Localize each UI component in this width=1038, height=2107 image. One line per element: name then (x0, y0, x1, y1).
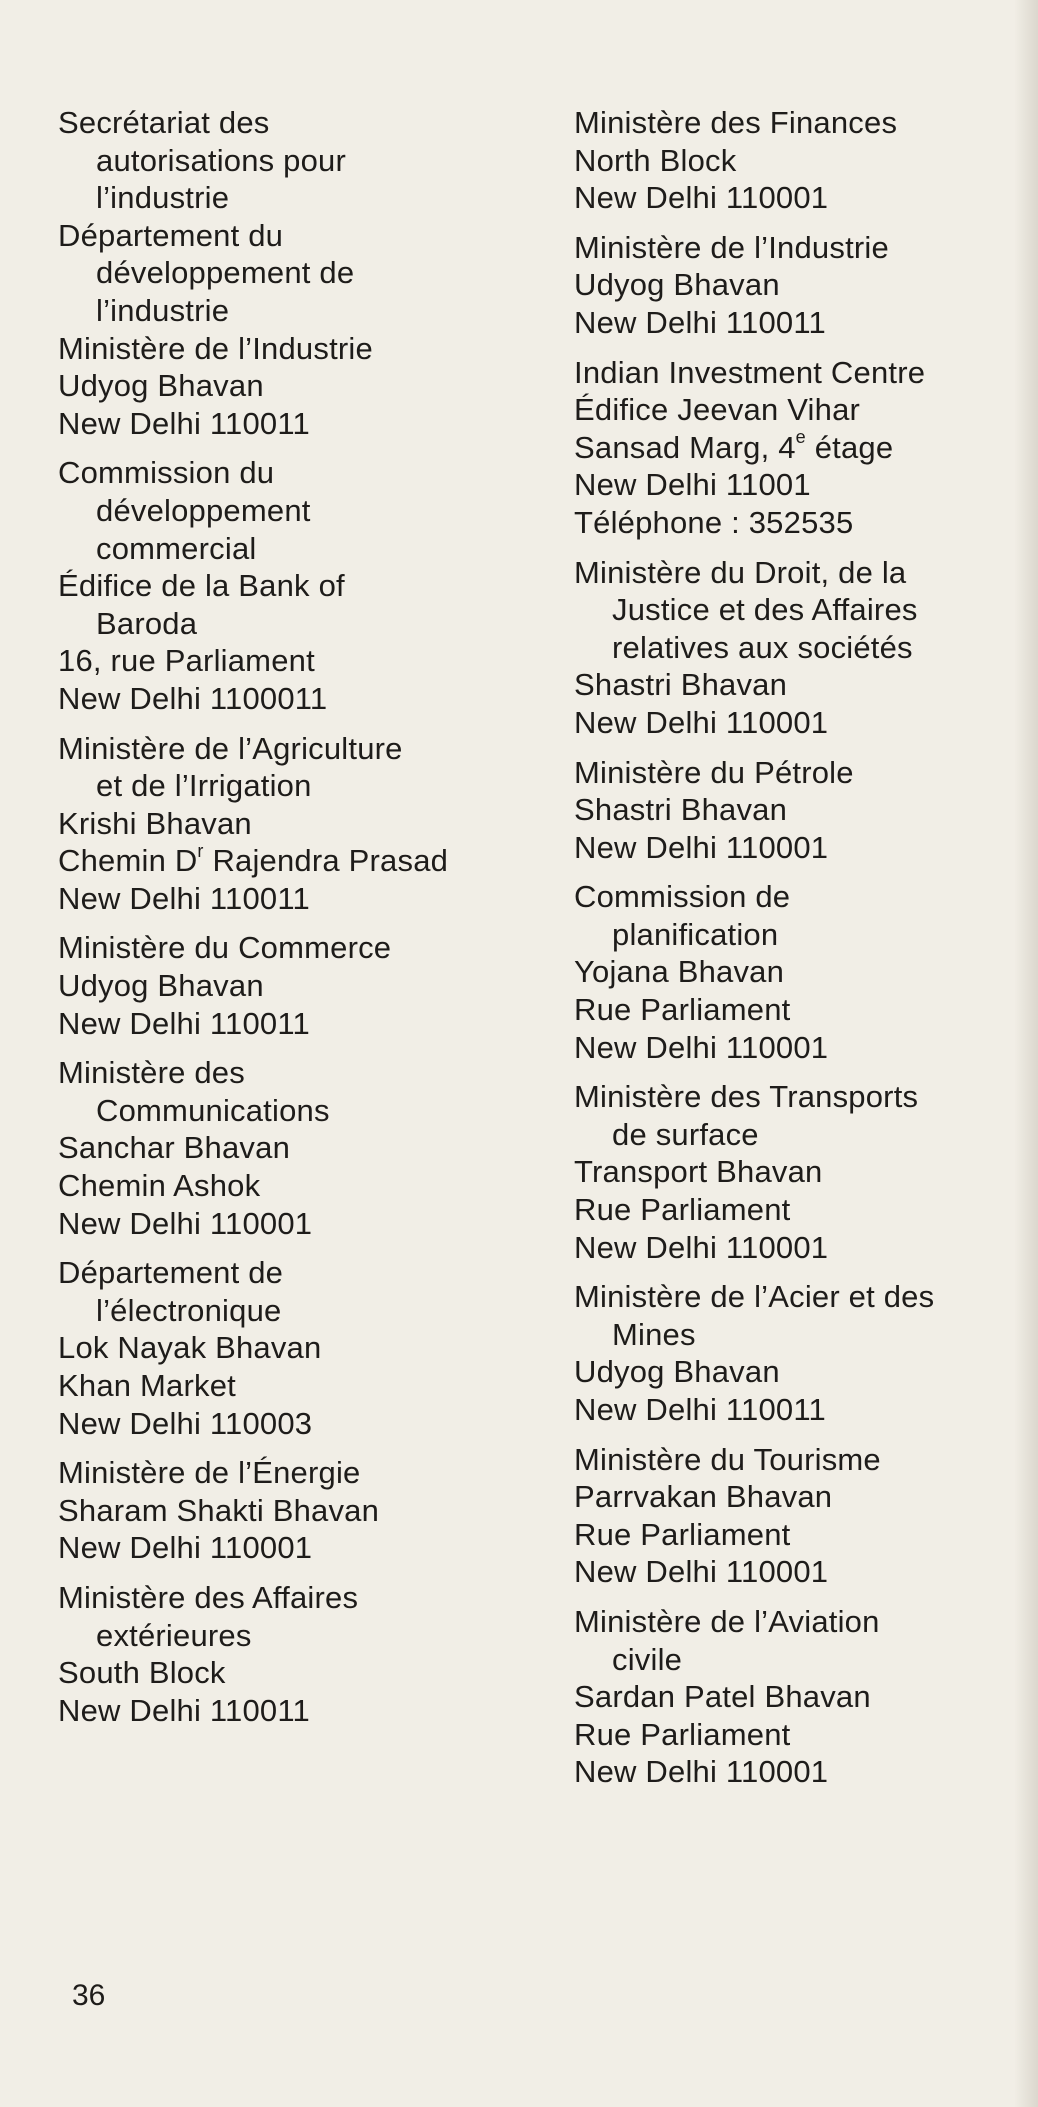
address-line: relatives aux sociétés (612, 629, 913, 665)
address-line: Édifice de la Bank of (58, 568, 345, 604)
address-line: New Delhi 110011 (58, 1005, 310, 1041)
address-line: Édifice Jeevan Vihar (574, 392, 861, 428)
address-line: South Block (58, 1655, 226, 1691)
address-line: Parrvakan Bhavan (574, 1479, 833, 1515)
address-line: Indian Investment Centre (574, 354, 926, 390)
address-line: Rue Parliament (574, 1192, 791, 1228)
address-line: New Delhi 110001 (58, 1205, 313, 1241)
address-entry (58, 104, 528, 442)
address-entry (574, 229, 1024, 342)
address-line: Ministère des Finances (574, 105, 898, 140)
address-line: New Delhi 110011 (58, 405, 310, 441)
address-entry (574, 754, 1024, 867)
address-entry (574, 1441, 1024, 1591)
address-line: Justice et des Affaires (612, 592, 918, 628)
address-line: Ministère de l’Agriculture (58, 730, 403, 766)
address-line: New Delhi 110011 (574, 304, 826, 340)
address-entry (574, 878, 1024, 1066)
address-line: New Delhi 110011 (58, 1692, 310, 1728)
page-number: 36 (72, 1979, 106, 2012)
address-line: Ministère des (58, 1055, 245, 1091)
address-line: New Delhi 110001 (58, 1530, 313, 1566)
address-line: Téléphone : 352535 (574, 504, 854, 540)
superscript: e (795, 427, 806, 448)
address-entry (58, 1579, 528, 1729)
address-line: Sharam Shakti Bhavan (58, 1492, 380, 1528)
address-line: Département du (58, 217, 284, 253)
address-line-text: Chemin D (58, 843, 198, 879)
address-column-left (58, 104, 528, 1741)
address-line: Sanchar Bhavan (58, 1130, 291, 1166)
address-line: Ministère du Droit, de la (574, 554, 907, 590)
address-line: Ministère des Affaires (58, 1579, 359, 1615)
address-line: New Delhi 110001 (574, 829, 829, 865)
address-line: New Delhi 110001 (574, 1229, 829, 1265)
address-line: Département de (58, 1255, 284, 1291)
address-line: extérieures (96, 1617, 252, 1653)
address-line: Ministère du Tourisme (574, 1441, 881, 1477)
address-line: Ministère de l’Énergie (58, 1455, 361, 1491)
address-line: Shastri Bhavan (574, 792, 788, 828)
address-line: Ministère des Transports (574, 1079, 919, 1115)
address-line: commercial (96, 530, 257, 566)
address-line: New Delhi 110001 (574, 1029, 829, 1065)
address-line: Sardan Patel Bhavan (574, 1679, 871, 1715)
address-line: New Delhi 110001 (574, 1554, 829, 1590)
address-entry (574, 1603, 1024, 1791)
address-line: autorisations pour (96, 142, 347, 178)
address-entry (58, 454, 528, 717)
address-line: Commission de (574, 879, 791, 915)
address-line: l’électronique (96, 1292, 282, 1328)
address-line (574, 429, 1024, 467)
address-line: Secrétariat des (58, 105, 270, 140)
address-line: Ministère de l’Acier et des (574, 1279, 935, 1315)
address-line: Lok Nayak Bhavan (58, 1330, 322, 1366)
address-line: planification (612, 916, 779, 952)
address-line: Ministère du Commerce (58, 930, 392, 966)
address-line: Transport Bhavan (574, 1154, 823, 1190)
address-line: Rue Parliament (574, 1516, 791, 1552)
address-line: Ministère de l’Industrie (574, 229, 889, 265)
address-line: Ministère du Pétrole (574, 754, 854, 790)
address-line: Ministère de l’Aviation (574, 1603, 880, 1639)
address-line: Udyog Bhavan (574, 267, 780, 303)
address-line: Udyog Bhavan (574, 1354, 780, 1390)
address-line-text: étage (805, 429, 894, 465)
address-line-text: Sansad Marg, 4 (574, 429, 796, 465)
address-line: Chemin Ashok (58, 1168, 261, 1204)
address-line: développement (96, 492, 311, 528)
address-line: 16, rue Parliament (58, 643, 315, 679)
address-line: Udyog Bhavan (58, 368, 264, 404)
address-entry (574, 104, 1024, 217)
address-line: Khan Market (58, 1368, 236, 1403)
address-line: Udyog Bhavan (58, 968, 264, 1004)
address-line: New Delhi 1100011 (58, 680, 328, 716)
address-line: l’industrie (96, 292, 230, 328)
address-entry (58, 1254, 528, 1442)
address-line: New Delhi 110011 (574, 1392, 826, 1427)
address-line: New Delhi 110001 (574, 1754, 829, 1790)
address-line: North Block (574, 142, 737, 178)
address-entry (58, 1454, 528, 1567)
address-line-text: Rajendra Prasad (203, 843, 449, 879)
address-entry (574, 1078, 1024, 1266)
address-entry (574, 1278, 1024, 1428)
address-line: Commission du (58, 455, 275, 491)
address-line: l’industrie (96, 180, 230, 216)
address-line: New Delhi 11001 (574, 467, 811, 503)
address-line: Yojana Bhavan (574, 954, 785, 990)
address-entry (58, 1054, 528, 1242)
address-line: Communications (96, 1092, 330, 1128)
address-line (58, 842, 528, 880)
address-line: de surface (612, 1116, 759, 1152)
address-column-right (574, 104, 1024, 1803)
address-line: New Delhi 110011 (58, 880, 310, 916)
address-line: Rue Parliament (574, 1716, 791, 1752)
address-line: New Delhi 110003 (58, 1405, 313, 1441)
address-line: Krishi Bhavan (58, 805, 252, 841)
address-entry (58, 929, 528, 1042)
address-line: Mines (612, 1316, 696, 1352)
address-line: Ministère de l’Industrie (58, 330, 373, 366)
address-line: New Delhi 110001 (574, 704, 829, 740)
address-line: Shastri Bhavan (574, 667, 788, 703)
address-line: et de l’Irrigation (96, 768, 312, 804)
address-entry (574, 354, 1024, 542)
address-line: New Delhi 110001 (574, 180, 829, 216)
superscript: r (197, 840, 204, 861)
address-line: civile (612, 1641, 683, 1677)
address-entry (58, 730, 528, 918)
address-line: développement de (96, 255, 355, 291)
address-line: Baroda (96, 605, 198, 641)
address-entry (574, 554, 1024, 742)
address-line: Rue Parliament (574, 992, 791, 1028)
